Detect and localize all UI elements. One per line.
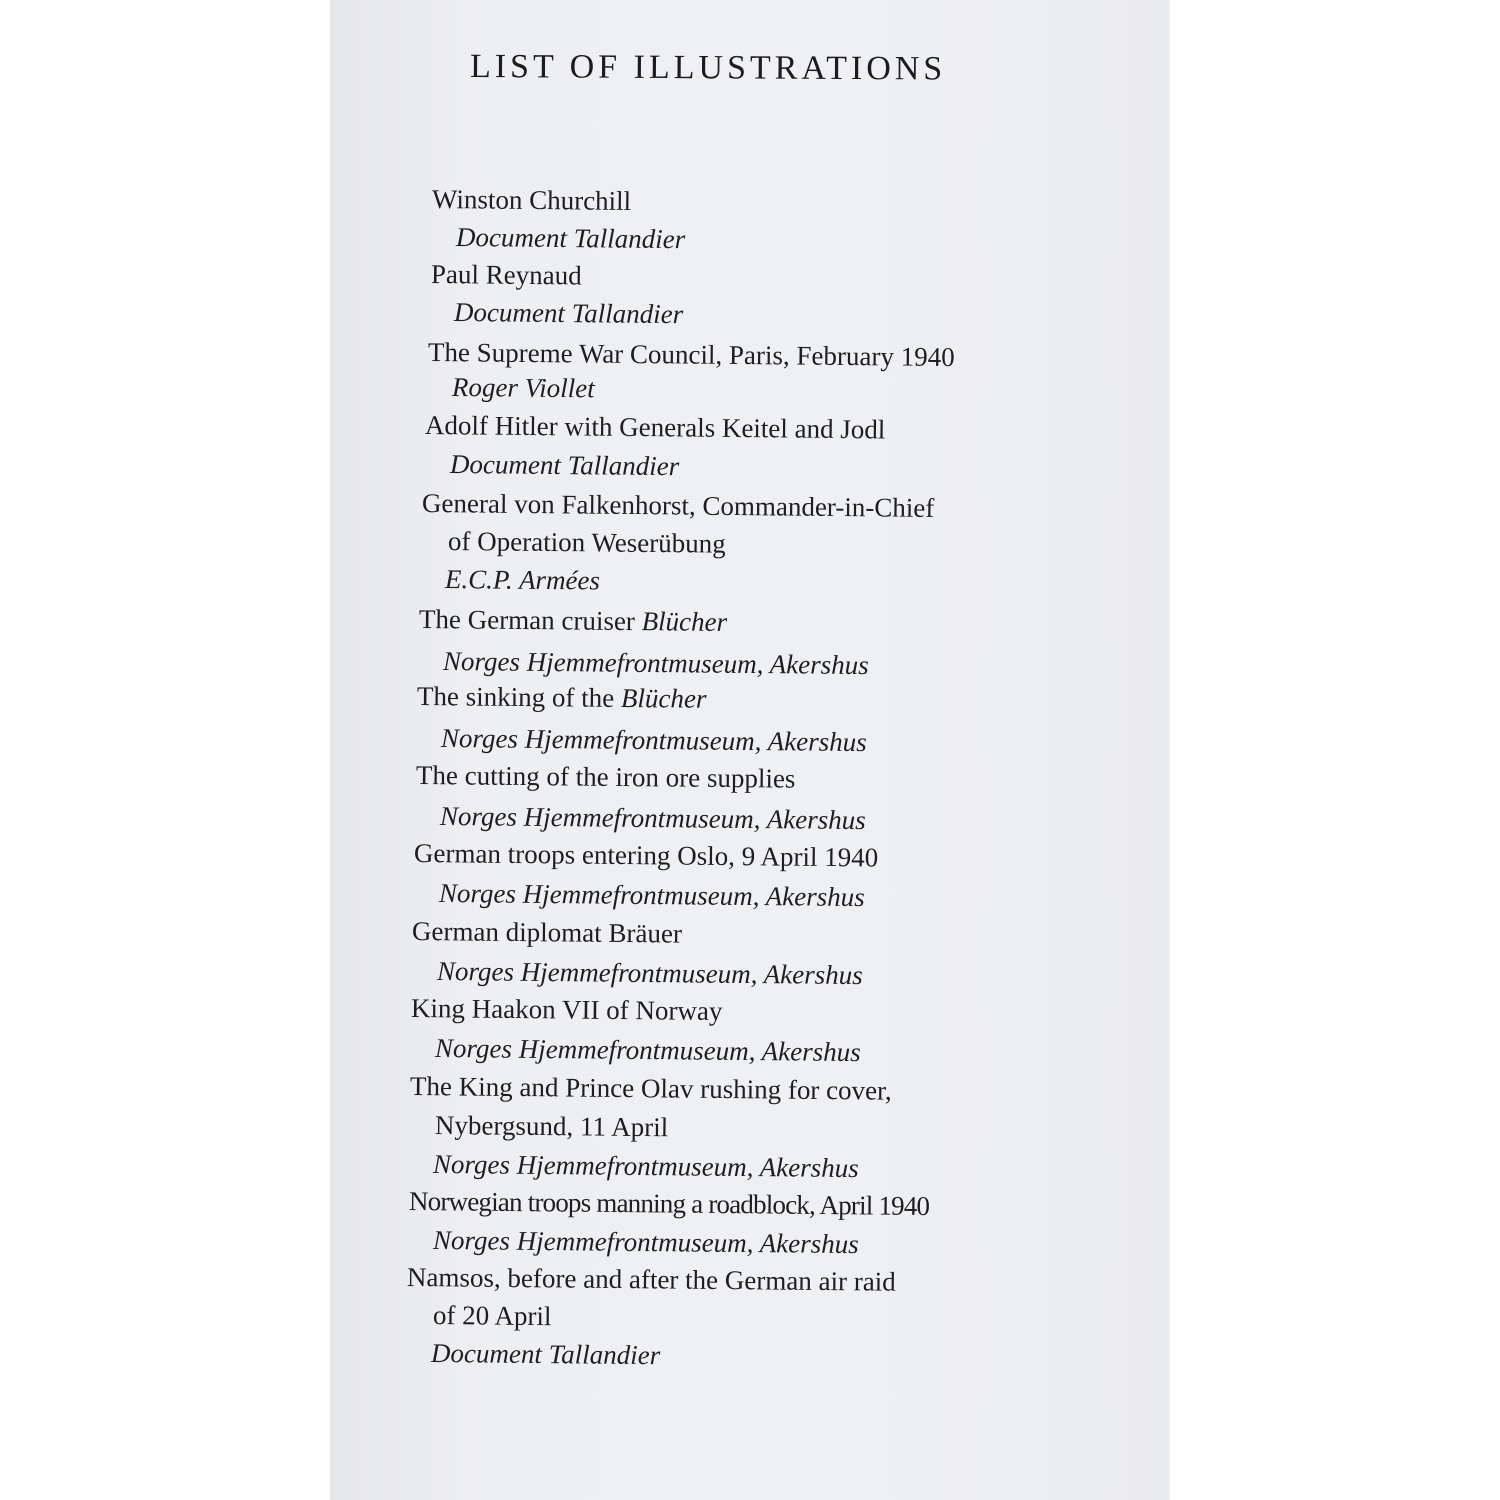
illustration-caption: The Supreme War Council, Paris, February 1940	[427, 337, 955, 373]
illustration-caption	[419, 606, 727, 636]
illustration-credit: E.C.P. Armées	[444, 564, 601, 596]
book-page	[330, 0, 1170, 1500]
illustration-credit: Document Tallandier	[449, 449, 680, 482]
illustration-caption	[417, 683, 707, 713]
ship-name: Blücher	[641, 606, 728, 637]
illustration-caption-line-2: of 20 April	[432, 1300, 552, 1332]
illustrations-list	[330, 0, 1170, 1500]
illustration-caption-line-1: The King and Prince Olav rushing for cover,	[409, 1071, 892, 1106]
illustration-caption-line-2: of Operation Weserübung	[447, 526, 726, 559]
illustration-credit: Roger Viollet	[451, 372, 595, 404]
illustration-credit: Norges Hjemmefrontmuseum, Akershus	[432, 1225, 859, 1260]
illustration-credit: Document Tallandier	[430, 1338, 661, 1371]
illustration-credit: Norges Hjemmefrontmuseum, Akershus	[438, 878, 865, 913]
illustration-caption: Winston Churchill	[431, 184, 632, 216]
illustration-credit: Norges Hjemmefrontmuseum, Akershus	[439, 801, 866, 836]
illustration-caption: Adolf Hitler with Generals Keitel and Jodl	[424, 410, 886, 445]
page-heading: LIST OF ILLUSTRATIONS	[469, 48, 947, 88]
illustration-credit: Norges Hjemmefrontmuseum, Akershus	[440, 723, 867, 758]
illustration-caption: The cutting of the iron ore supplies	[415, 760, 796, 794]
illustration-credit: Norges Hjemmefrontmuseum, Akershus	[436, 956, 863, 991]
illustration-caption: German diplomat Bräuer	[411, 916, 683, 949]
illustration-credit: Norges Hjemmefrontmuseum, Akershus	[432, 1149, 859, 1184]
illustration-caption: Paul Reynaud	[430, 259, 582, 291]
illustration-credit: Document Tallandier	[453, 297, 684, 330]
illustration-caption: King Haakon VII of Norway	[410, 993, 723, 1026]
illustration-caption: Norwegian troops manning a roadblock, April 1940	[408, 1186, 930, 1221]
illustration-credit: Norges Hjemmefrontmuseum, Akershus	[434, 1033, 861, 1068]
illustration-credit: Document Tallandier	[455, 222, 686, 255]
illustration-caption-line-1: Namsos, before and after the German air raid	[406, 1262, 896, 1297]
caption-prefix: The German cruiser	[418, 604, 642, 637]
illustration-caption: German troops entering Oslo, 9 April 1940	[413, 838, 879, 873]
illustration-credit: Norges Hjemmefrontmuseum, Akershus	[442, 646, 869, 681]
caption-prefix: The sinking of the	[416, 681, 622, 713]
ship-name: Blücher	[620, 682, 707, 714]
illustration-caption-line-2: Nybergsund, 11 April	[434, 1110, 669, 1143]
illustration-caption-line-1: General von Falkenhorst, Commander-in-Chief	[421, 488, 935, 523]
